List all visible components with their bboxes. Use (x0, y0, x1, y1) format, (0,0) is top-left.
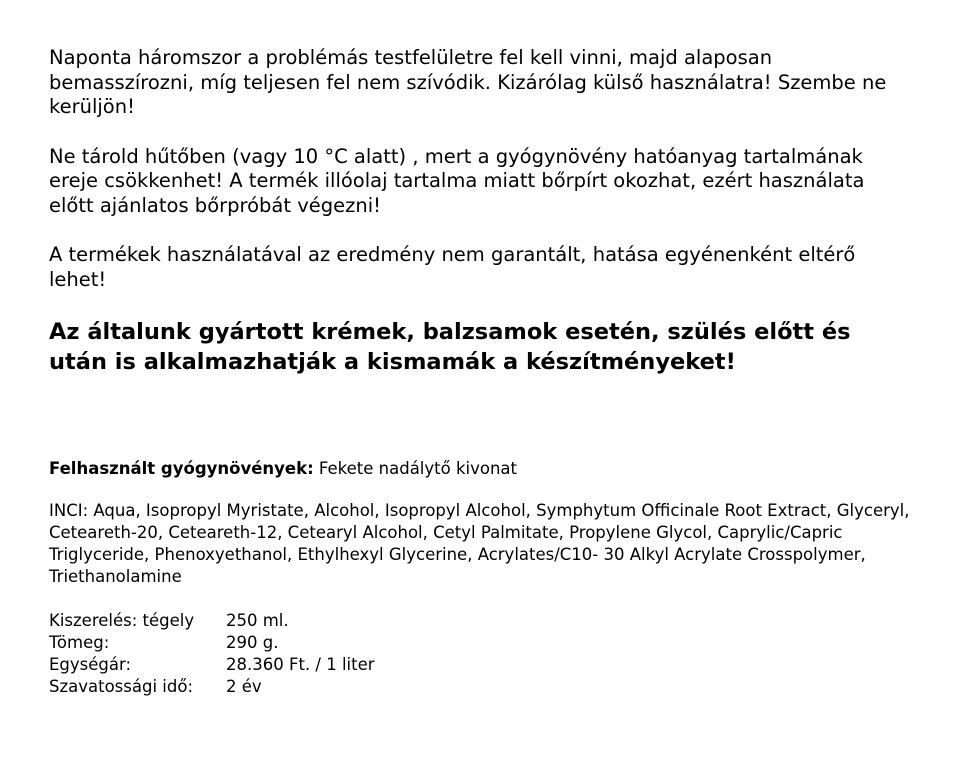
usage-paragraph: Naponta háromszor a problémás testfelületre fel kell vinni, majd alaposan bemasszírozni, míg teljesen fel nem szívódik. Kizárólag külső használatra! Szembe ne kerüljön! (49, 46, 887, 118)
herbs-label: Felhasznált gyógynövények: (49, 459, 314, 478)
disclaimer-paragraph: A termékek használatával az eredmény nem garantált, hatása egyénenként eltérő lehet! (49, 243, 856, 291)
storage-warning-paragraph: Ne tárold hűtőben (vagy 10 °C alatt) , mert a gyógynövény hatóanyag tartalmának ereje csökkenhet! A termék illóolaj tartalma miatt bőrpírt okozhat, ezért használata előtt ajánlatos bőrpróbát végezni! (49, 144, 865, 217)
herbs-line (49, 458, 912, 480)
spec-value: 2 év (226, 677, 262, 696)
spec-label: Tömeg: (49, 633, 110, 652)
spec-label: Szavatossági idő: (49, 677, 194, 696)
spec-row-unit-price (49, 654, 375, 676)
spec-label: Egységár: (49, 655, 132, 674)
inci-ingredients: INCI: Aqua, Isopropyl Myristate, Alcohol, Isopropyl Alcohol, Symphytum Officinale Root Extract, Glyceryl, Ceteareth-20, Ceteareth-12, Cetearyl Alcohol, Cetyl Palmitate, Propylene Glycol, Caprylic/Capric Triglyceride, Phenoxyethanol, Ethylhexyl Glycerine, Acrylates/C10- 30 Alkyl Acrylate Crosspolymer, Triethanolamine (49, 501, 910, 586)
spec-value: 250 ml. (226, 611, 289, 630)
spec-row-size (49, 610, 375, 632)
spec-row-weight (49, 632, 375, 654)
spec-row-shelf-life (49, 676, 375, 698)
spec-value: 290 g. (226, 633, 279, 652)
pregnancy-note: Az általunk gyártott krémek, balzsamok esetén, szülés előtt és után is alkalmazhatják a kismamák a készítményeket! (49, 319, 851, 375)
spec-value: 28.360 Ft. / 1 liter (226, 655, 375, 674)
herbs-value: Fekete nadálytő kivonat (313, 459, 518, 478)
spec-label: Kiszerelés: tégely (49, 611, 195, 630)
product-specs-table (49, 610, 375, 698)
